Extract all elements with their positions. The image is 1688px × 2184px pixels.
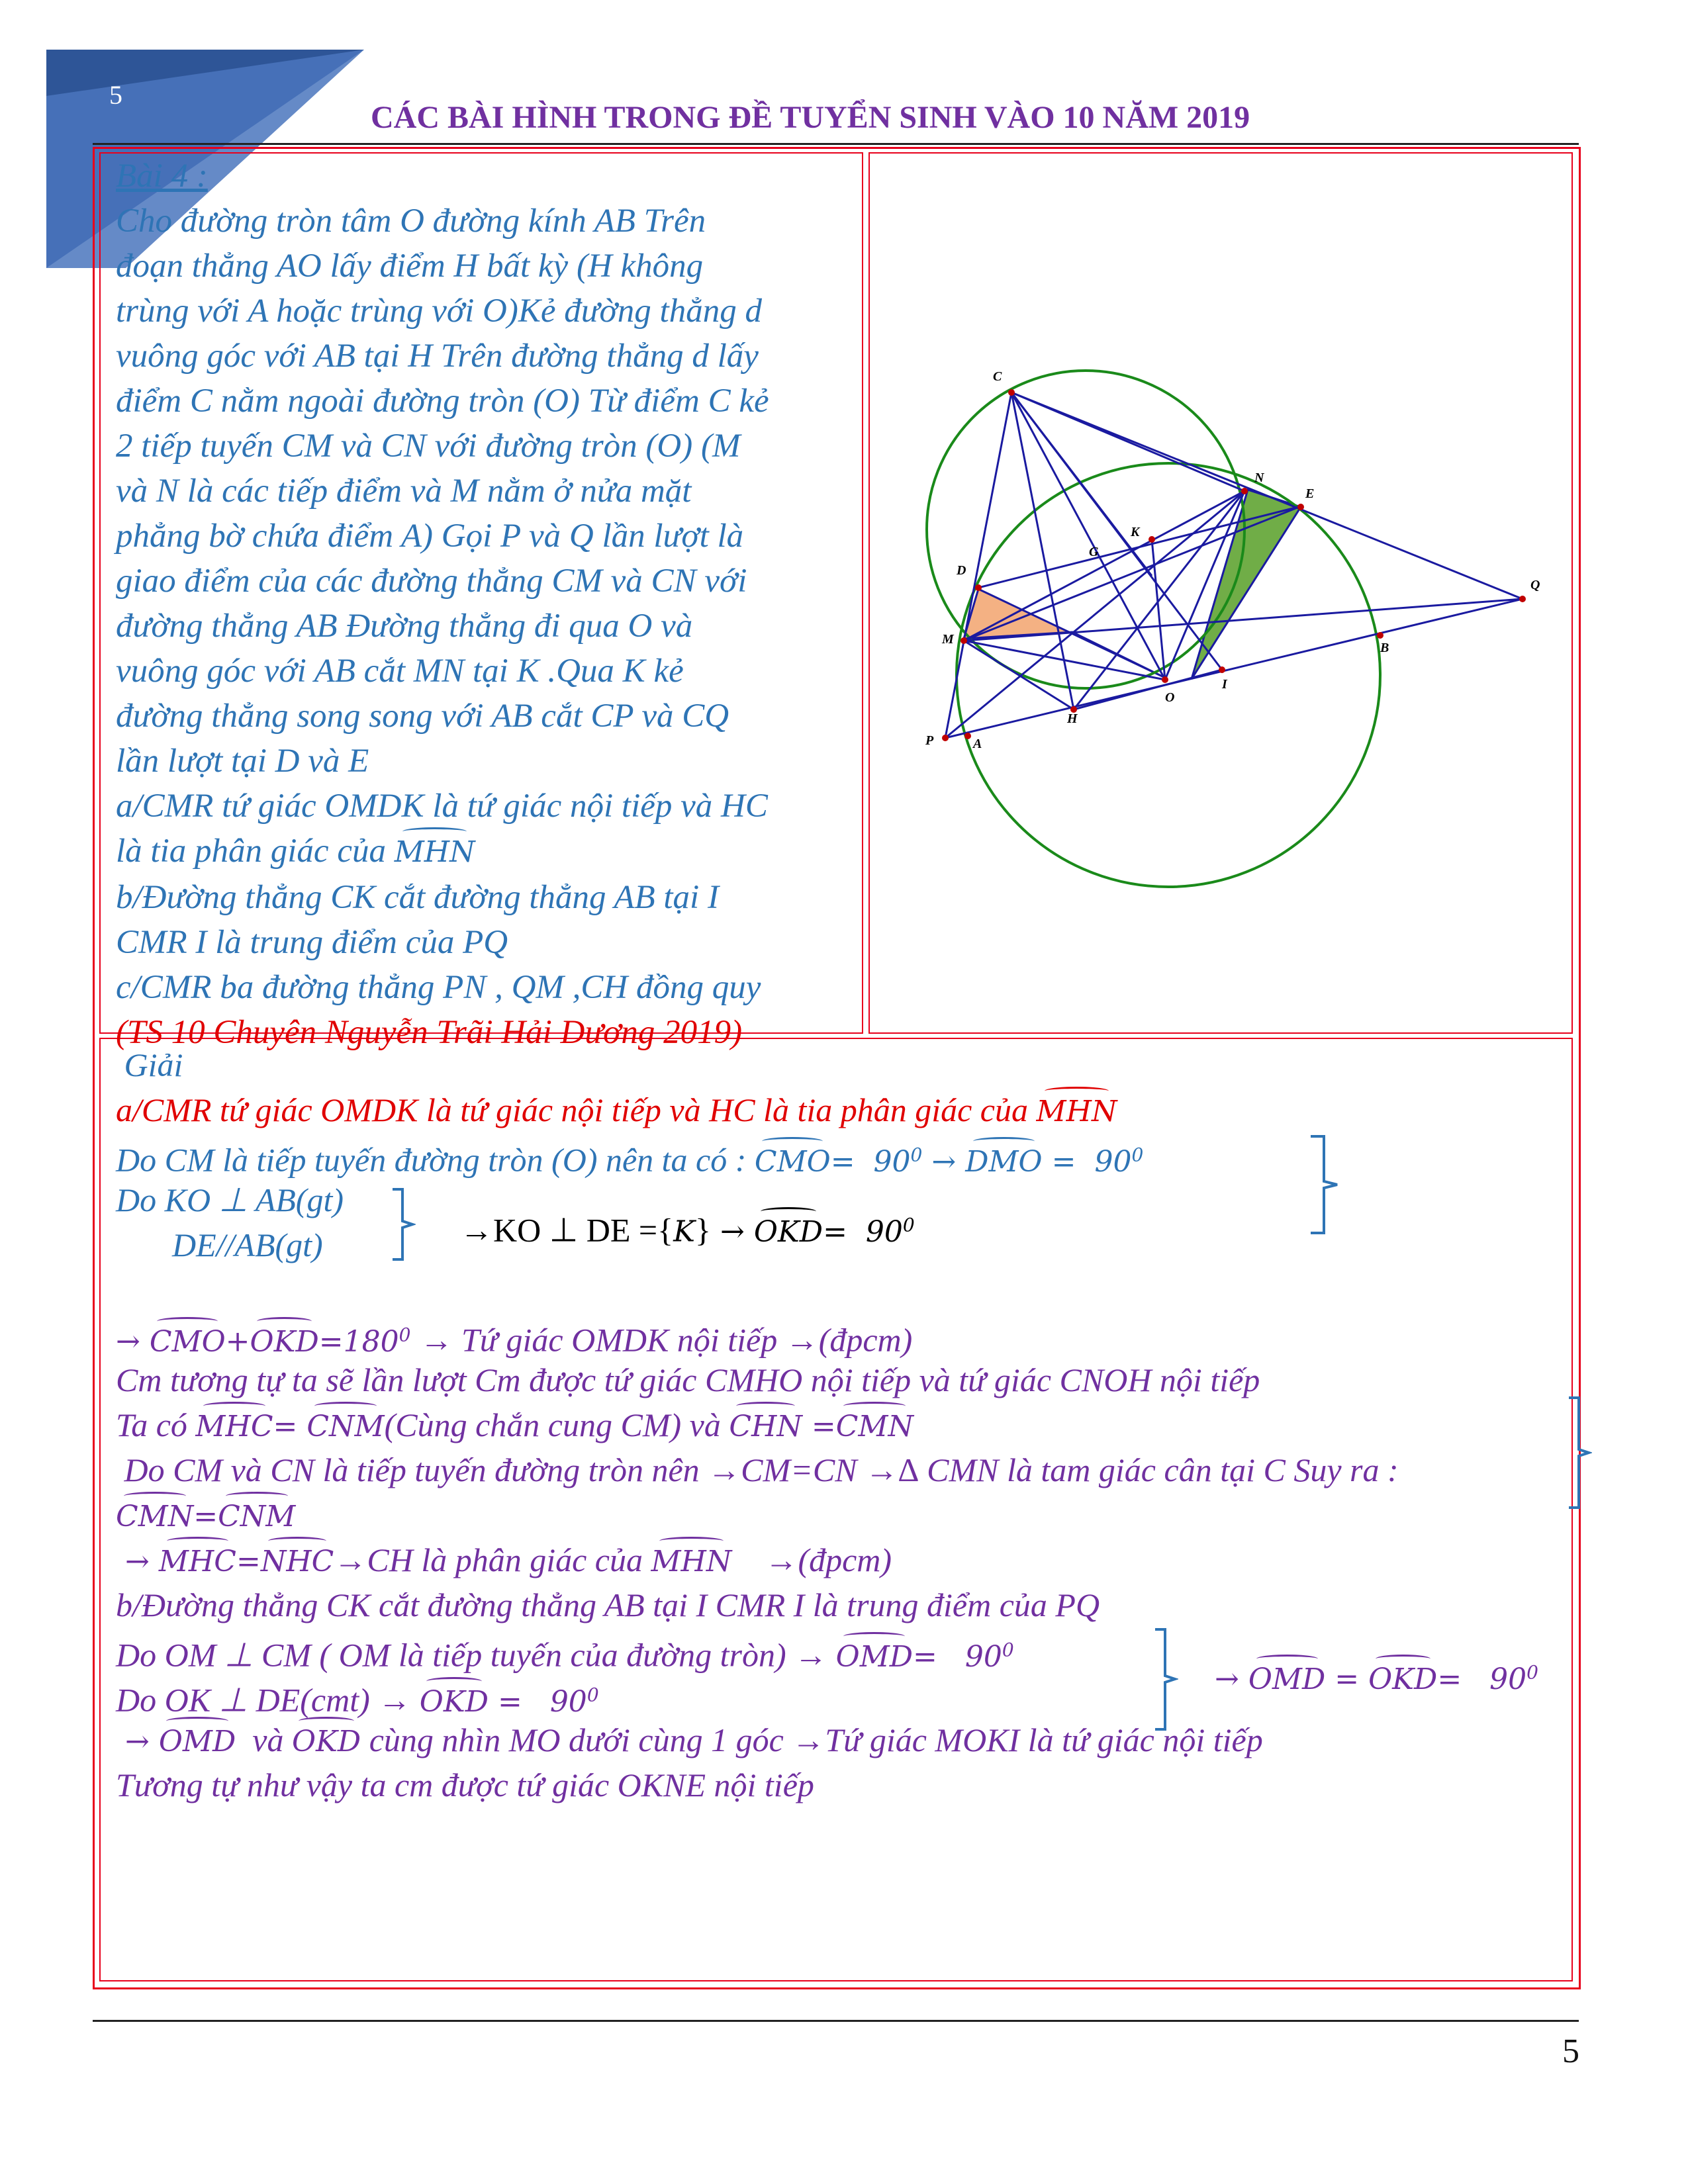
problem-part-a-line2: là tia phân giác của MHN [116,829,857,875]
solution-a3: → $CMO+OKD=180^0$ → Tứ giác OMDK nội tiếp →(đpcm) [116,1312,1599,1357]
solution-b2: Do OK ⊥ DE(cmt) → OKD = $90^0$ [116,1672,1599,1717]
svg-text:P: P [925,733,934,748]
problem-part-c: c/CMR ba đường thẳng PN , QM ,CH đồng quy [116,969,761,1006]
problem-line: phẳng bờ chứa điểm A) Gọi P và Q lần lượt là [116,518,744,555]
brace-a1 [1307,1135,1340,1234]
svg-text:M: M [942,632,954,647]
solution-a1: Do CM là tiếp tuyến đường tròn (O) nên ta có : $CMO= 90^0$ → DMO = $90^0$ [116,1132,1599,1177]
problem-heading: Bài 4 : [116,158,208,195]
footer-rule [93,2020,1579,2022]
solution-b1: Do OM ⊥ CM ( OM là tiếp tuyến của đường tròn) → $OMD= 90^0$ → OMD = $OKD= 90^0$ [116,1627,1599,1672]
problem-line: Cho đường tròn tâm O đường kính AB Trên [116,203,706,240]
svg-text:E: E [1305,486,1315,501]
svg-text:O: O [1165,690,1175,705]
geometry-figure [868,152,1570,1031]
solution-b3: → OMD và OKD cùng nhìn MO dưới cùng 1 góc →Tứ giác MOKI là tứ giác nội tiếp [116,1717,1599,1762]
header-rule [93,143,1579,145]
angle-mhn: MHN [395,830,475,875]
problem-line: giao điểm của các đường thẳng CM và CN với [116,563,747,600]
brace-a6 [1566,1396,1592,1509]
solution-a-title: a/CMR tứ giác OMDK là tứ giác nội tiếp và HC là tia phân giác của MHN [116,1087,1599,1132]
problem-part-b: b/Đường thẳng CK cắt đường thẳng AB tại I [116,879,719,916]
problem-line: đường thẳng song song với AB cắt CP và CQ [116,698,729,735]
page-header: CÁC BÀI HÌNH TRONG ĐỀ TUYỂN SINH VÀO 10 NĂM 2019 [371,100,1250,135]
svg-text:A: A [973,737,982,751]
solution [116,1042,1599,1807]
problem-line: đoạn thẳng AO lấy điểm H bất kỳ (H không [116,248,704,285]
problem-source: (TS 10 Chuyên Nguyễn Trãi Hải Dương 2019) [116,1014,743,1051]
svg-text:D: D [957,563,966,578]
problem-line: và N là các tiếp điểm và M nằm ở nửa mặt [116,473,692,510]
problem-part-b-line2: CMR I là trung điểm của PQ [116,924,508,961]
solution-a2-l2: DE//AB(gt) →KO ⊥ DE $=\{K\} \to OKD= 90^0$ [116,1222,1599,1267]
svg-text:N: N [1254,471,1264,485]
brace-b [1152,1628,1178,1731]
problem-line: trùng với A hoặc trùng với O)Kẻ đường thẳng d [116,293,762,330]
problem-line: lần lượt tại D và E [116,743,369,780]
problem-line: 2 tiếp tuyến CM và CN với đường tròn (O) (M [116,428,741,465]
svg-text:H: H [1067,711,1078,726]
solution-b-title: b/Đường thẳng CK cắt đường thẳng AB tại I CMR I là trung điểm của PQ [116,1586,1100,1623]
solution-a4: Cm tương tự ta sẽ lần lượt Cm được tứ giác CMHO nội tiếp và tứ giác CNOH nội tiếp [116,1361,1260,1398]
problem-line: đường thẳng AB Đường thẳng đi qua O và [116,608,693,645]
solution-a8: → MHC=NHC→CH là phân giác của MHN →(đpcm) [116,1537,1599,1582]
solution-a5: Ta có MHC= CNM(Cùng chắn cung CM) và CHN =CMN [116,1402,1599,1447]
svg-text:I: I [1222,677,1227,692]
problem-statement [116,154,857,1055]
problem-line: vuông góc với AB tại H Trên đường thẳng d lấy [116,338,759,375]
svg-text:K: K [1131,525,1140,539]
solution-a6: Do CM và CN là tiếp tuyến đường tròn nên →CM=CN →∆ CMN là tam giác cân tại C Suy ra : [124,1451,1399,1488]
svg-text:G: G [1089,545,1099,559]
svg-text:Q: Q [1530,578,1540,592]
problem-part-a: a/CMR tứ giác OMDK là tứ giác nội tiếp và HC [116,788,768,825]
solution-b4: Tương tự như vậy ta cm được tứ giác OKNE nội tiếp [116,1766,814,1803]
solution-a7: CMN=CNM [116,1492,1599,1537]
solution-a2-l1: Do KO ⊥ AB(gt) [116,1181,344,1218]
page-number: 5 [1562,2032,1579,2070]
problem-line: vuông góc với AB cắt MN tại K .Qua K kẻ [116,653,684,690]
solution-gap [116,1267,1599,1312]
solution-heading: Giải [124,1046,183,1083]
svg-text:C: C [993,369,1002,384]
problem-line: điểm C nằm ngoài đường tròn (O) Từ điểm C kẻ [116,383,769,420]
corner-page-number: 5 [109,80,122,110]
svg-text:B: B [1380,641,1389,655]
brace-a2 [389,1188,416,1261]
